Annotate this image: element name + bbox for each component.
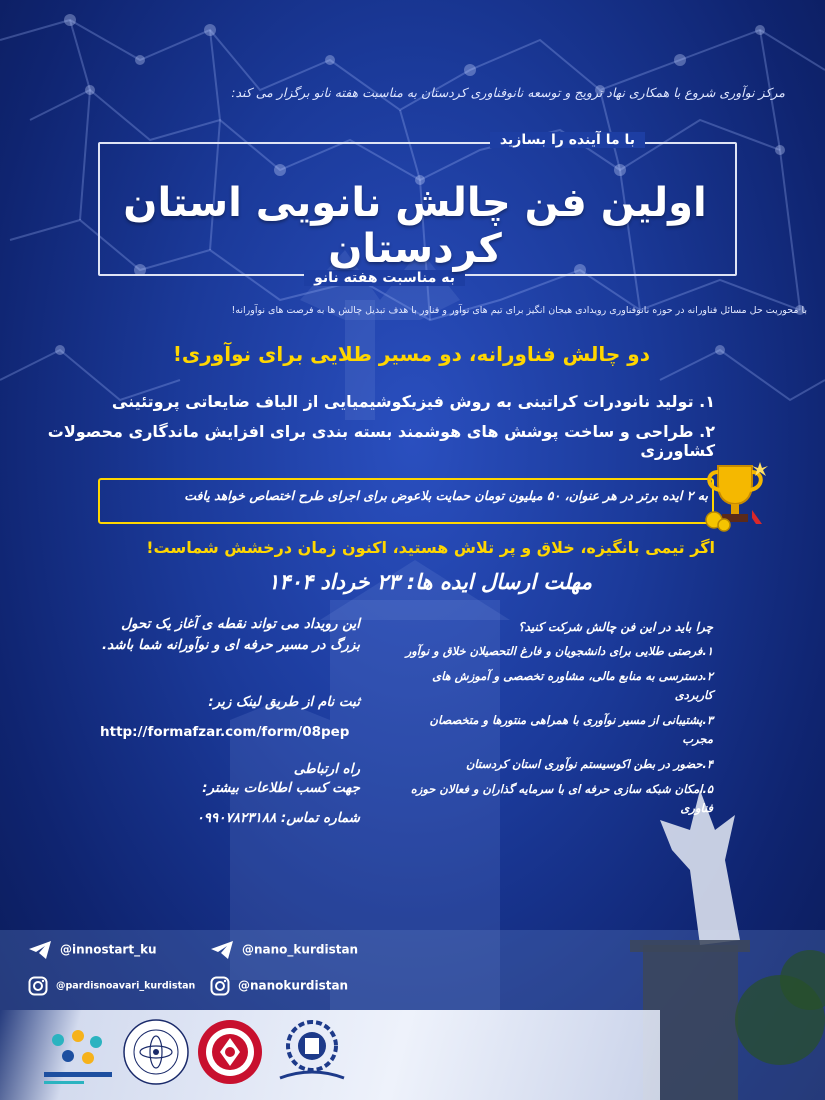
instagram-handle: @nanokurdistan: [238, 978, 349, 993]
why-column: [403, 620, 713, 824]
left-column: [100, 614, 360, 656]
prize-text: به ۲ ایده برتر در هر عنوان، ۵۰ میلیون تومان حمایت بلاعوض برای اجرای طرح اختصاص خواهد یافت: [184, 488, 708, 503]
telegram-handle: @nano_kurdistan: [242, 942, 359, 957]
contact-info: [100, 760, 360, 798]
frame-bottom-label: به مناسبت هفته نانو: [304, 270, 465, 286]
event-tagline: این رویداد می تواند نقطه ی آغاز یک تحول بزرگ در مسیر حرفه ای و نوآورانه شما باشد.: [102, 616, 360, 653]
nano-network-logo: [122, 1018, 190, 1086]
instagram-handle: @pardisnoavari_kurdistan: [56, 980, 196, 992]
register-link[interactable]: http://formafzar.com/form/08pep: [100, 724, 350, 740]
university-of-kurdistan-logo: [196, 1018, 264, 1086]
technical-vocational-logo: [272, 1016, 352, 1088]
contact-label: راه ارتباطی: [293, 761, 360, 777]
frame-top-label: با ما آینده را بسازید: [490, 132, 645, 148]
call-to-action: اگر تیمی بانگیزه، خلاق و پر تلاش هستید، اکنون زمان درخشش شماست!: [146, 538, 715, 557]
challenges-heading: دو چالش فناورانه، دو مسیر طلایی برای نوآوری!: [172, 342, 650, 366]
telegram-handle: @innostart_ku: [60, 942, 157, 957]
reason-item: ۳.پشتیبانی از مسیر نوآوری با همراهی منتورها و متخصصان مجرب: [429, 713, 713, 746]
register-label: ثبت نام از طریق لینک زیر:: [208, 694, 360, 710]
telegram-icon: [28, 940, 52, 960]
deadline: مهلت ارسال ایده ها: ۲۳ خرداد ۱۴۰۴: [268, 570, 592, 594]
reason-item: ۲.دسترسی به منابع مالی، مشاوره تخصصی و آموزش های کاربردی: [432, 669, 713, 702]
telegram-link-innostart[interactable]: [28, 940, 157, 960]
why-question: چرا باید در این فن چالش شرکت کنید؟: [518, 620, 713, 634]
telegram-link-nano[interactable]: [210, 940, 358, 960]
instagram-link-pardis[interactable]: [28, 976, 195, 996]
instagram-icon: [210, 976, 230, 996]
page-title: اولین فن چالش نانویی استان کردستان: [123, 180, 707, 272]
challenge-item: ۲. طراحی و ساخت پوشش های هوشمند بسته بندی برای افزایش ماندگاری محصولات کشاورزی: [47, 422, 715, 460]
contact-sub-label: جهت کسب اطلاعات بیشتر:: [202, 780, 360, 796]
shoroo-logo: [38, 1022, 118, 1092]
trophy-icon: [700, 458, 775, 533]
reason-item: ۱.فرصتی طلایی برای دانشجویان و فارغ التحصیلان خلاق و نوآور: [405, 644, 713, 658]
reason-item: ۵.امکان شبکه سازی حرفه ای با سرمایه گذاران و فعالان حوزه فناوری: [410, 782, 713, 815]
intro-text: مرکز نوآوری شروع با همکاری نهاد ترویج و توسعه نانوفناوری کردستان به مناسبت هفته نانو برگزار می کند:: [231, 85, 785, 100]
event-description: با محوریت حل مسائل فناورانه در حوزه نانوفناوری رویدادی هیجان انگیز برای تیم های نوآور و فناور با هدف تبدیل چالش ها به فرصت های نوآورانه!: [231, 305, 807, 316]
instagram-icon: [28, 976, 48, 996]
reason-item: ۴.حضور در بطن اکوسیستم نوآوری استان کردستان: [465, 757, 713, 771]
instagram-link-nano[interactable]: [210, 976, 348, 996]
telegram-icon: [210, 940, 234, 960]
phone-number[interactable]: شماره تماس: ۰۹۹۰۷۸۲۳۱۸۸: [196, 810, 360, 826]
challenge-item: ۱. تولید نانودرات کراتینی به روش فیزیکوشیمیایی از الیاف ضایعاتی پروتئینی: [111, 392, 715, 411]
